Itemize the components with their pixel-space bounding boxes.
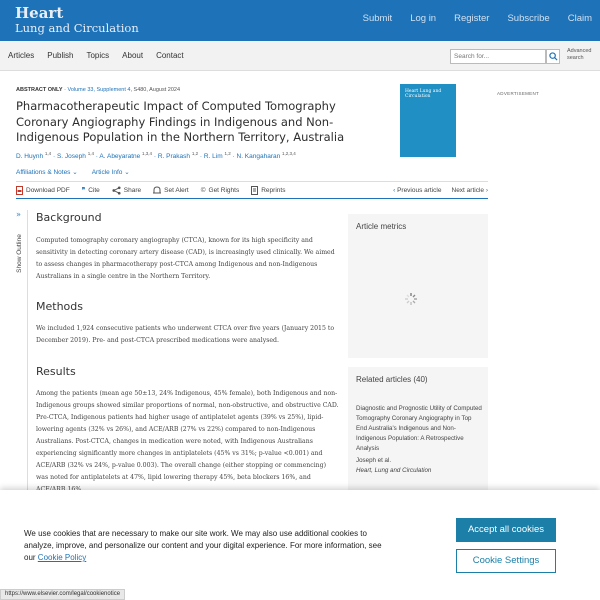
related-article-authors: Joseph et al. [356, 457, 392, 464]
affiliations-label: Affiliations & Notes [16, 169, 71, 176]
author-link[interactable]: D. Huynh [16, 153, 44, 161]
reprints-label: Reprints [261, 186, 286, 194]
author-sup: 1,4 [87, 151, 94, 156]
background-heading: Background [36, 211, 102, 224]
register-link[interactable]: Register [454, 13, 490, 24]
cookie-text [24, 528, 384, 564]
chevron-left-icon: ‹ [393, 186, 396, 194]
author-sup: 1,2,3,4 [282, 151, 296, 156]
article-info-label: Article Info [91, 169, 123, 176]
article-toolbar [16, 181, 488, 199]
quote-icon: ❞ [81, 187, 86, 194]
logo-line1: Heart [15, 4, 64, 22]
nav-articles[interactable]: Articles [8, 51, 35, 60]
article-pagination [393, 187, 488, 194]
author-sup: 1,2 [224, 151, 231, 156]
download-pdf-button[interactable] [16, 186, 70, 195]
share-label: Share [123, 186, 142, 194]
metrics-title: Article metrics [356, 222, 407, 231]
author-link[interactable]: R. Lim [203, 153, 223, 161]
document-icon [251, 186, 258, 195]
loading-spinner-icon [404, 292, 418, 306]
search-button[interactable] [546, 49, 560, 64]
nav-contact[interactable]: Contact [156, 51, 184, 60]
results-text: Among the patients (mean age 50±13, 24% Indigenous, 45% female), both Indigenous and non-Indigenous groups showed similar proportions of normal, non-obstructive, and obstructive CAD. Pre-CTCA, Indigenous patients had higher usage of antiplatelet agents (39% vs 25%), lipid-lowering agents (32% vs 26%), and ACE/ARB (27% vs 22%) compared to non-Indigenous Australians. Post-CTCA, changes in medication were noted, with Indigenous Australians experiencing significantly more changes in antiplatelets (45% vs 31%; p-value <0.001) and ACE/ARB (32% vs 24%, p-value 0.003). The overall change (either stopping or commencing) was noted for antiplatelets at 47%, lipid lowering therapy 45%, beta blockers 16%, and [36, 390, 339, 481]
get-rights-button[interactable] [201, 187, 240, 194]
nav-publish[interactable]: Publish [47, 51, 74, 60]
next-article-link[interactable] [452, 187, 489, 194]
related-title: Related articles (40) [356, 375, 428, 384]
author-link[interactable]: R. Prakash [157, 153, 190, 161]
journal-cover[interactable] [400, 84, 456, 157]
double-chevron-right-icon: » [16, 210, 21, 219]
author-list: D. Huynh $^{1,4}$ · S. Joseph $^{1,4}$ · A. Abeyaratne $^{1,3,4}$ · R. Prakash $^{1,2}$ · R. Lim $^{1,2}$ · N. Kangaharan $^{1,2,3,4}$ [16, 151, 296, 161]
nav-about[interactable]: About [122, 51, 144, 60]
author-link[interactable]: A. Abeyaratne [99, 153, 141, 161]
author-link[interactable]: S. Joseph [56, 153, 86, 161]
advanced-search-link[interactable]: Advanced search [567, 48, 592, 61]
previous-article-link[interactable] [393, 187, 441, 194]
login-link[interactable]: Log in [410, 13, 437, 24]
methods-text: We included 1,924 consecutive patients who underwent CTCA over five years (January 2015 to December 2019). Pre- and post-CTCA prescribed medications were analysed. [36, 325, 335, 344]
nav-topics[interactable]: Topics [86, 51, 110, 60]
accept-all-cookies-button[interactable]: Accept all cookies [456, 518, 556, 542]
share-icon [112, 186, 121, 195]
main-nav [0, 41, 600, 71]
copyright-icon: © [200, 186, 206, 194]
results-heading: Results [36, 365, 76, 378]
subscribe-link[interactable]: Subscribe [507, 13, 550, 24]
alert-label: Set Alert [164, 186, 189, 194]
advertisement-label: ADVERTISEMENT [497, 91, 540, 96]
search-input[interactable]: Search for... [450, 49, 546, 64]
submit-link[interactable]: Submit [362, 13, 393, 24]
methods-heading: Methods [36, 300, 83, 313]
search-icon [549, 52, 558, 61]
logo-line2: Lung and Circulation [15, 21, 139, 35]
download-label: Download PDF [26, 186, 70, 194]
site-header [0, 0, 600, 41]
affiliations-toggle[interactable] [16, 168, 78, 176]
article-title: Pharmacotherapeutic Impact of Computed Tomography Coronary Angiography Findings in Indigenous and Non-Indigenous Population in the Northern Territory, Australia [16, 99, 345, 144]
prev-label: Previous article [397, 186, 442, 194]
status-bar-url: https://www.elsevier.com/legal/cookienotice [0, 589, 125, 600]
affiliations-row [16, 168, 130, 176]
cookie-message: We use cookies that are necessary to make our site work. We may also use additional cookies to analyze, improve, and personalize our content and your digital experience. For more information, see our [24, 529, 382, 562]
reprints-button[interactable] [251, 186, 285, 195]
journal-logo[interactable] [15, 6, 139, 35]
chevron-down-icon: ⌄ [124, 169, 130, 176]
cover-title: Heart Lung and Circulation [405, 89, 442, 100]
access-badge: ABSTRACT ONLY [16, 87, 63, 93]
share-button[interactable] [112, 186, 141, 195]
bell-icon [153, 186, 161, 195]
background-text: Computed tomography coronary angiography (CTCA), known for its high specificity and sensitivity in detecting coronary artery disease (CAD), is increasingly used clinically. We aimed to assess changes in pharmacotherapy post-CTCA among Indigenous and non-Indigenous Australians in a single centre in the Northern Territory. [36, 237, 335, 280]
set-alert-button[interactable] [153, 186, 189, 195]
article-meta: ABSTRACT ONLY · Volume 33, Supplement 4, S480, August 2024 [16, 87, 181, 93]
author-sup: 1,2 [191, 151, 199, 156]
volume-link[interactable]: Volume 33, Supplement 4 [67, 87, 131, 93]
related-article-journal: Heart, Lung and Circulation [356, 467, 432, 474]
cite-label: Cite [88, 186, 100, 194]
rights-label: Get Rights [208, 186, 240, 194]
cite-button[interactable] [82, 186, 100, 194]
pdf-icon [16, 186, 23, 195]
top-nav [363, 13, 592, 24]
cookie-settings-button[interactable]: Cookie Settings [456, 549, 556, 573]
article-info-toggle[interactable] [92, 168, 130, 176]
show-outline-label: Show Outline [15, 234, 23, 273]
chevron-right-icon: › [485, 186, 488, 194]
related-article-title: Diagnostic and Prognostic Utility of Computed Tomography Coronary Angiography in Top End Australia's Indigenous and Non-Indigenous Population: A Retrospective Analysis [356, 405, 482, 452]
chevron-down-icon: ⌄ [72, 169, 78, 176]
related-article-item[interactable] [356, 404, 482, 476]
cookie-banner [0, 490, 600, 600]
pages: , S480, August 2024 [130, 87, 181, 93]
author-sup: 1,3,4 [142, 151, 153, 156]
author-sup: 1,4 [44, 151, 52, 156]
cookie-policy-link[interactable]: Cookie Policy [37, 553, 87, 562]
next-label: Next article [451, 186, 485, 194]
outline-rail[interactable] [16, 210, 28, 500]
article-metrics-panel [348, 214, 488, 358]
author-link[interactable]: N. Kangaharan [236, 153, 281, 161]
claim-link[interactable]: Claim [567, 13, 592, 24]
